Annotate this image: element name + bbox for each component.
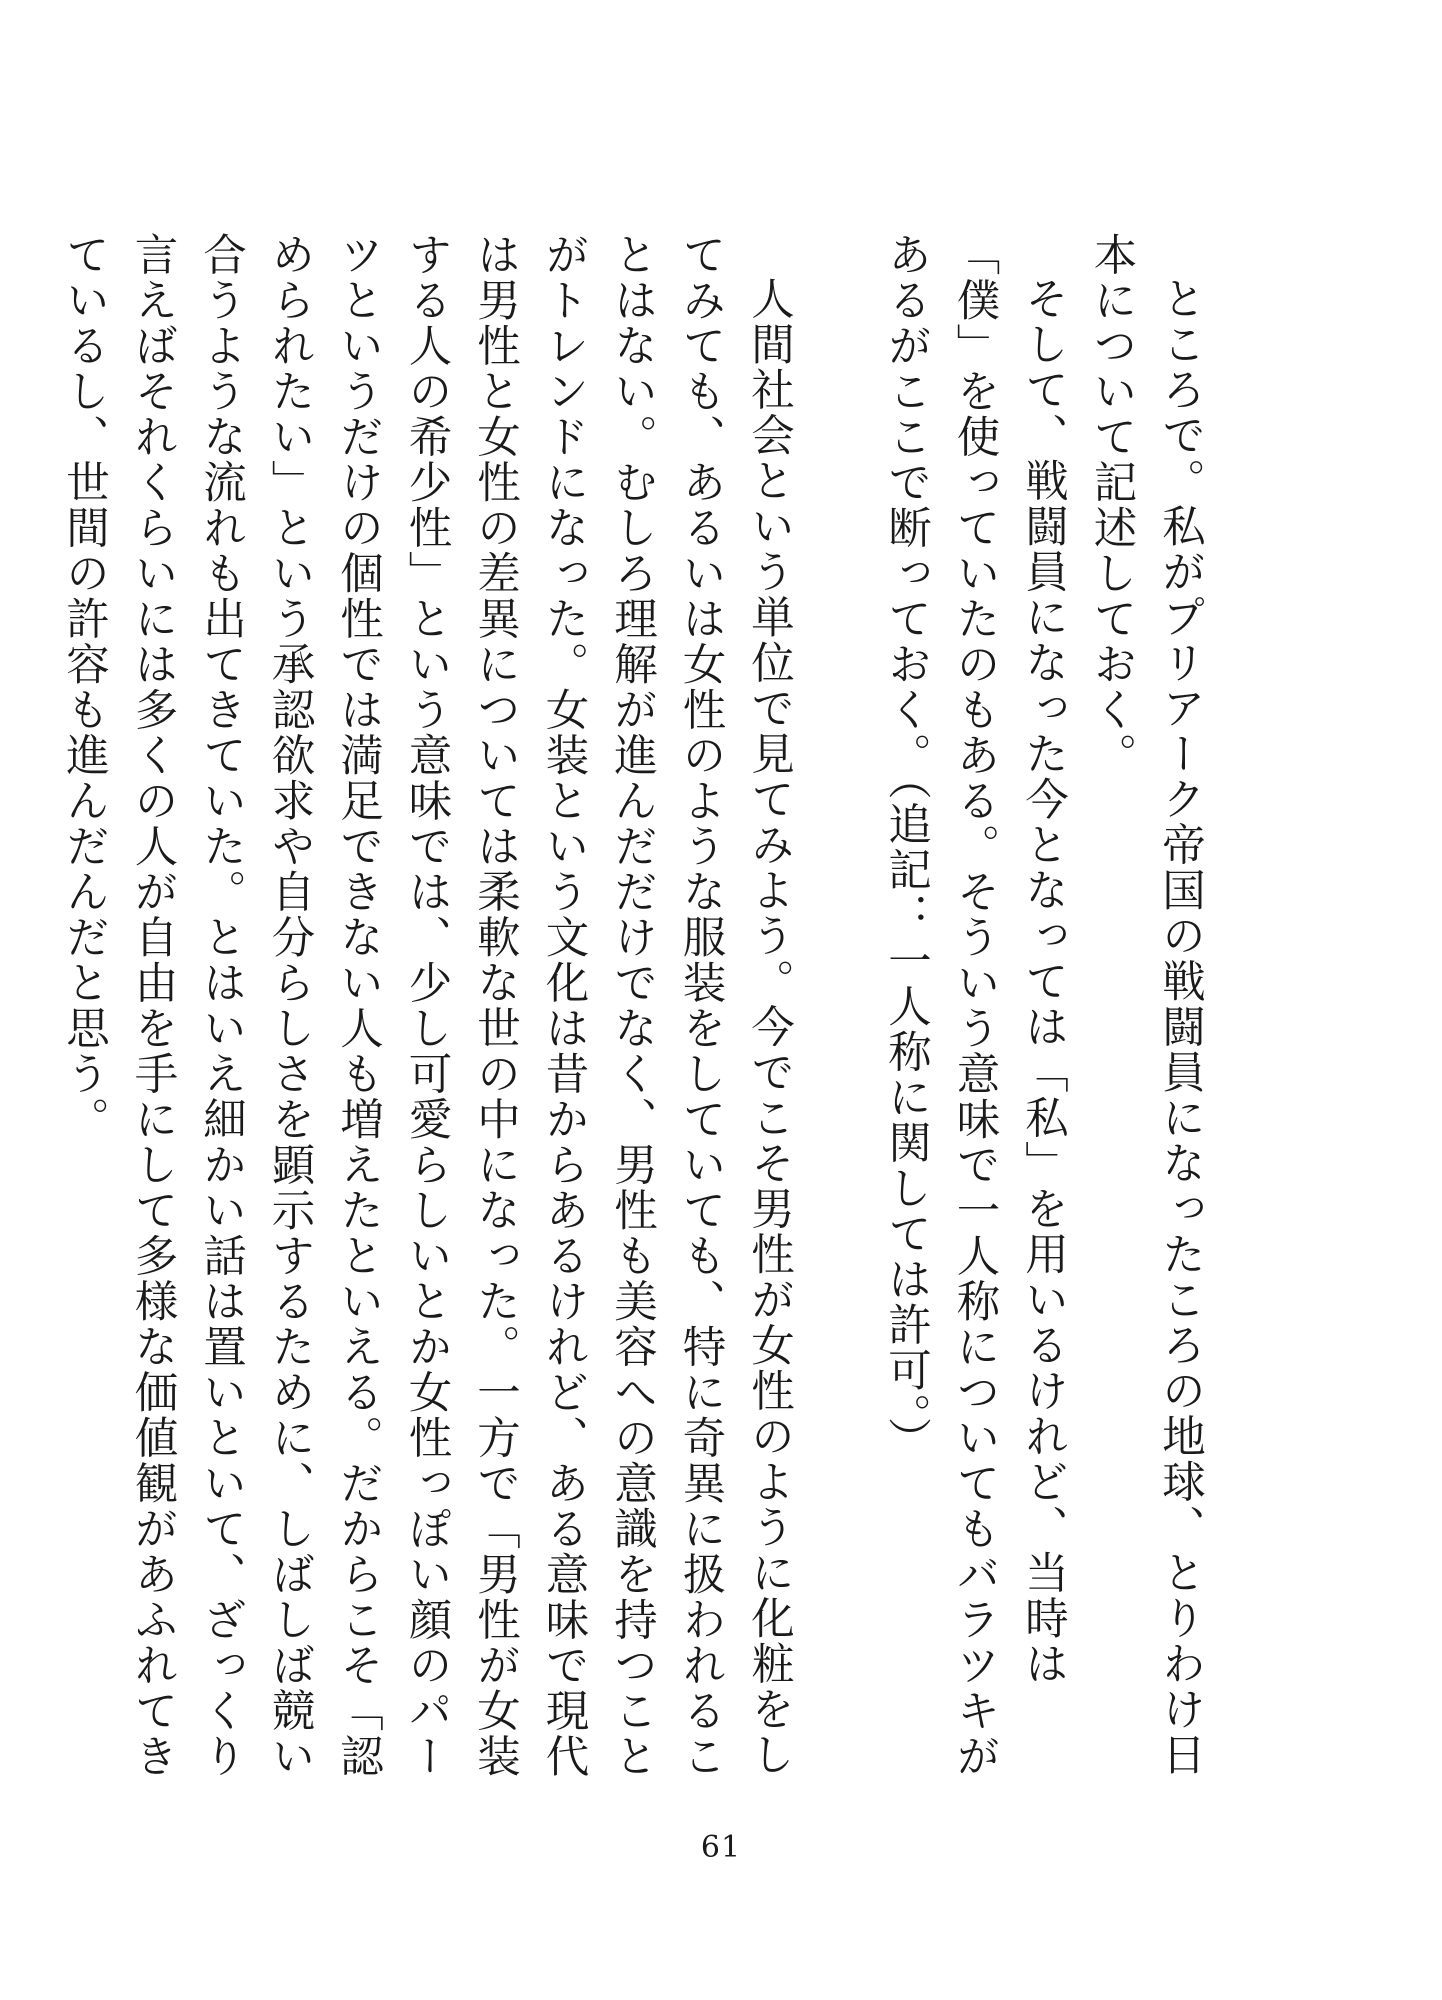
body-text (59, 232, 1214, 1792)
paragraph-3: 人間社会という単位で見てみよう。今でこそ男性が女性のように化粧をしてみても、あるいは女性のような服装をしていても、特に奇異に扱われることはない。むしろ理解が進んだだけでなく、男性も美容への意識を持つことがトレンドになった。女装という文化は昔からあるけれど、ある意味で現代は男性と女性の差異については柔軟な世の中になった。一方で「男性が女装する人の希少性」という意味では、少し可愛らしいとか女性っぽい顔のパーツというだけの個性では満足できない人も増えたといえる。だからこそ「認められたい」という承認欲求や自分らしさを顕示するために、しばしば競い合うような流れも出てきていた。とはいえ細かい話は置いといて、ざっくり言えばそれくらいには多くの人が自由を手にして多様な価値観があふれてきているし、世間の許容も進んだんだと思う。 (59, 232, 794, 1779)
paragraph-2: そして、戦闘員になった今となっては「私」を用いるけれど、当時は「僕」を使っていたのもある。そういう意味で一人称についてもバラツキがあるがここで断っておく。（追記：一人称に関しては許可。） (881, 232, 1068, 1779)
page-number: 61 (700, 1830, 742, 1865)
paragraph-1: ところで。私がプリアーク帝国の戦闘員になったころの地球、とりわけ日本について記述しておく。 (1086, 232, 1205, 1777)
blank-line (803, 232, 872, 1792)
